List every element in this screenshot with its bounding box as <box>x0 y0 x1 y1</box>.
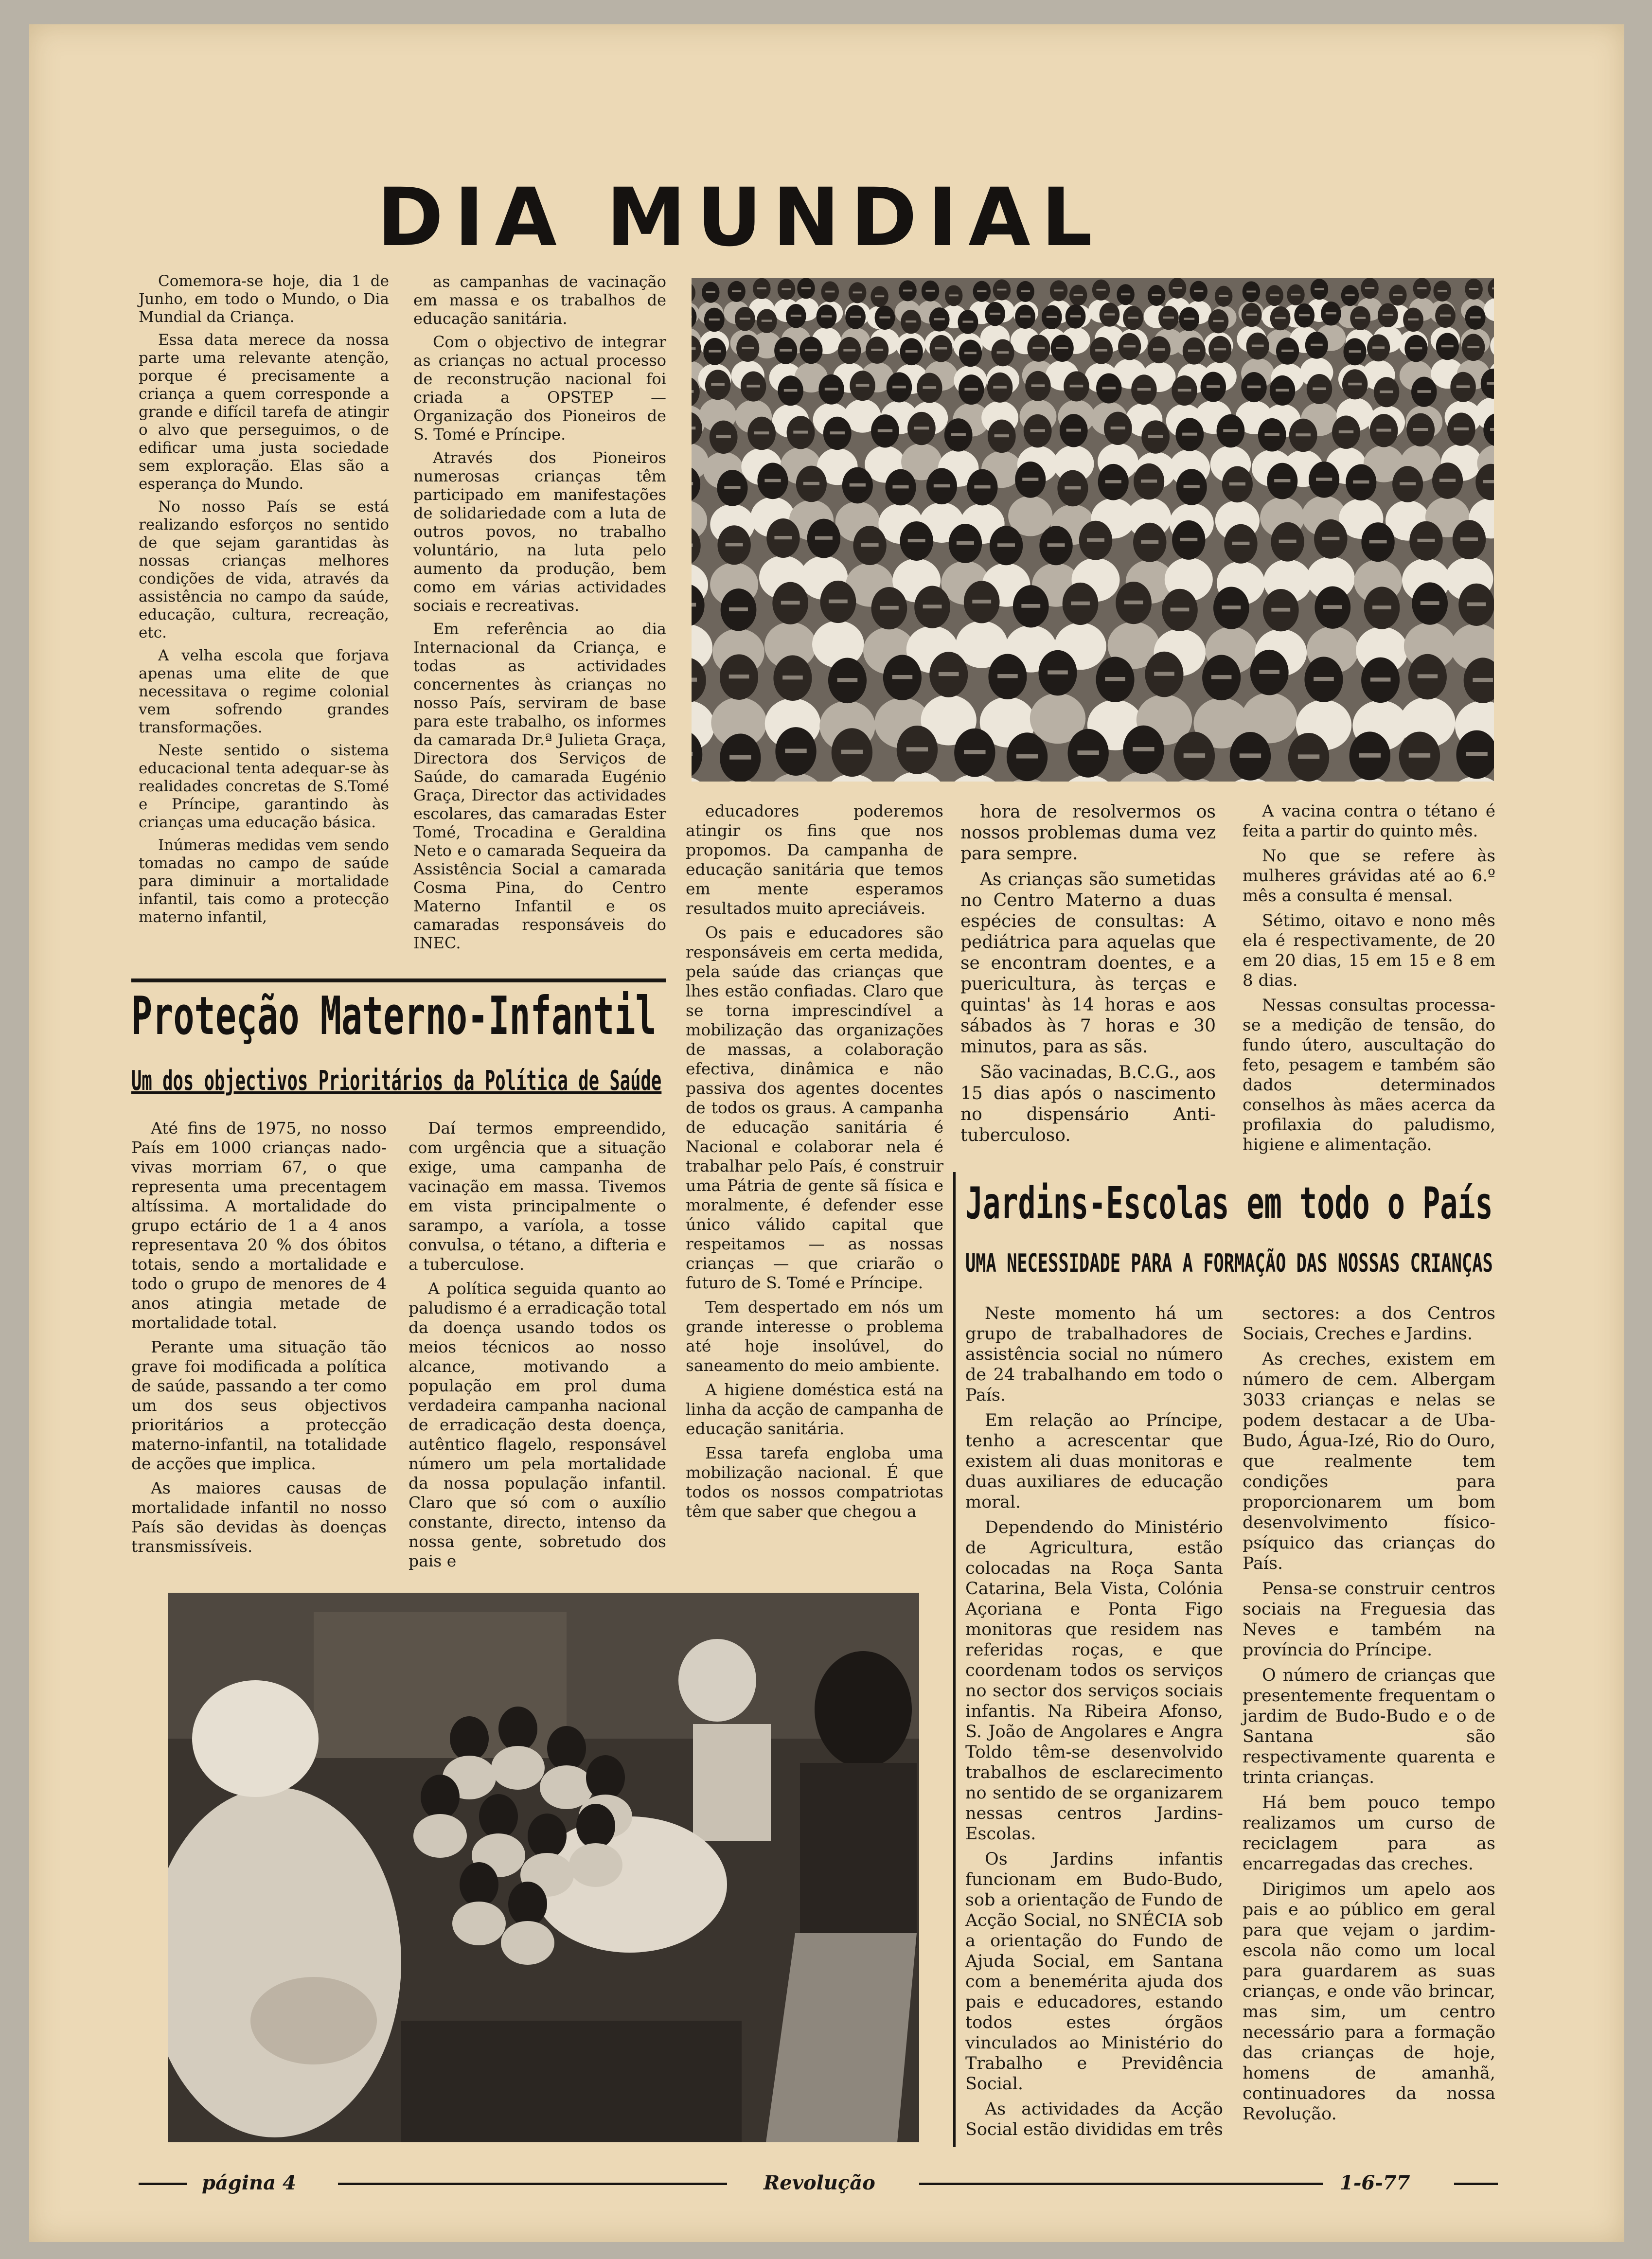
article-column-4 <box>960 801 1216 1151</box>
intro-col1-paragraph: Neste sentido o sistema educacional tenta adequar-se às realidades concretas de S.Tomé e Príncipe, garantindo às crianças uma educação básica. <box>139 742 389 831</box>
jardins-a-paragraph: Em relação ao Príncipe, tenho a acrescentar que existem ali duas monitoras e duas auxiliares de educação moral. <box>965 1411 1223 1512</box>
article-col5-paragraph: No que se refere às mulheres grávidas até ao 6.º mês a consulta é mensal. <box>1243 846 1495 906</box>
jardins-a-paragraph: Dependendo do Ministério de Agricultura, estão colocadas na Roça Santa Catarina, Bela Vista, Colónia Açoriana e Ponta Figo monitoras que residem nas referidas roças, e que coordenam todos os serviços no sector dos serviços sociais infantis. Na Ribeira Afonso, S. João de Angolares e Angra Toldo têm-se desenvolvido trabalhos de esclarecimento no sentido de se organizarem nessas centros Jardins-Escolas. <box>965 1518 1223 1844</box>
section-divider <box>131 978 666 982</box>
footer-rule <box>1454 2183 1498 2185</box>
intro-col2-paragraph: Em referência ao dia Internacional da Criança, e todas as actividades concernentes às crianças no nosso País, serviram de base para este trabalho, os informes da camarada Dr.ª Julieta Graça, Directora dos Serviços de Saúde, do camarada Eugénio Graça, Director das actividades escolares, das camaradas Ester Tomé, Trocadina e Geraldina Neto e o camarada Sequeira da Assistência Social a camarada Cosma Pina, do Centro Materno Infantil e os camaradas responsáveis do INEC. <box>413 620 666 952</box>
article-col3-paragraph: Tem despertado em nós um grande interesse o problema até hoje insolúvel, do saneamento do meio ambiente. <box>686 1298 943 1375</box>
jardins-b-paragraph: sectores: a dos Centros Sociais, Creches e Jardins. <box>1243 1304 1495 1344</box>
protecao-column-a <box>131 1119 387 1561</box>
footer-newspaper-name: Revolução <box>764 2171 875 2194</box>
jardins-b-paragraph: Dirigimos um apelo aos pais e ao público em geral para que vejam o jardim-escola não como um local para guardarem as suas crianças, e onde vão brincar, mas sim, um centro necessário para a formação das crianças de hoje, homens de amanhã, continuadores da nossa Revolução. <box>1243 1880 1495 2124</box>
protecao-a-paragraph: Perante uma situação tão grave foi modificada a política de saúde, passando a ter como um dos seus objectivos prioritários a protecção materno-infantil, na totalidade de acções que implica. <box>131 1337 387 1473</box>
article-col3-paragraph: educadores poderemos atingir os fins que nos propomos. Da campanha de educação sanitária que temos em mente esperamos resultados muito apreciáveis. <box>686 801 943 918</box>
intro-col1-paragraph: Comemora-se hoje, dia 1 de Junho, em todo o Mundo, o Dia Mundial da Criança. <box>139 272 389 326</box>
article-column-3 <box>686 801 943 1526</box>
footer-rule <box>338 2183 727 2185</box>
article-col3-paragraph: Os pais e educadores são responsáveis em certa medida, pela saúde das crianças que lhes estão confiadas. Claro que se torna imprescindível a mobilização das organizações de massas, a colaboração efectiva, dinâmica e não passiva dos agentes docentes de todos os graus. A campanha de educação sanitária é Nacional e colaborar nela é trabalhar pelo País, é construir uma Pátria de gente sã física e moralmente, é defender esse único válido capital que respeitamos — as nossas crianças — que criarão o futuro de S. Tomé e Príncipe. <box>686 923 943 1292</box>
article-col4-paragraph: hora de resolvermos os nossos problemas duma vez para sempre. <box>960 802 1216 864</box>
protecao-b-paragraph: A política seguida quanto ao paludismo é a erradicação total da doença usando todos os meios técnicos ao nosso alcance, motivando a população em prol duma verdadeira campanha nacional de erradicação desta doença, autêntico flagelo, responsável número um pela mortalidade da nossa população infantil. Claro que só com o auxílio constante, directo, intenso da nossa gente, sobretudo dos pais e <box>409 1279 666 1570</box>
jardins-a-paragraph: Neste momento há um grupo de trabalhadores de assistência social no número de 24 trabalhando em todo o País. <box>965 1304 1223 1405</box>
intro-column-1 <box>139 272 389 931</box>
jardins-b-paragraph: Há bem pouco tempo realizamos um curso de reciclagem para as encarregadas das creches. <box>1243 1793 1495 1874</box>
jardins-heading: Jardins-Escolas em todo o País <box>965 1178 1493 1229</box>
protecao-b-paragraph: Daí termos empreendido, com urgência que a situação exige, uma campanha de vacinação em massa. Tivemos em vista principalmente o sarampo, a varíola, a tosse convulsa, o tétano, a difteria e a tuberculose. <box>409 1119 666 1274</box>
children-crowd-illustration <box>692 278 1494 782</box>
jardins-b-paragraph: O número de crianças que presentemente frequentam o jardim de Budo-Budo e o de Santana são respectivamente quarenta e trinta crianças. <box>1243 1666 1495 1787</box>
protecao-a-paragraph: As maiores causas de mortalidade infantil no nosso País são devidas às doenças transmissíveis. <box>131 1478 387 1556</box>
article-col5-paragraph: A vacina contra o tétano é feita a partir do quinto mês. <box>1243 801 1495 841</box>
protecao-column-b <box>409 1119 666 1576</box>
article-col4-paragraph: As crianças são sumetidas no Centro Materno a duas espécies de consultas: A pediátrica para aquelas que se encontram doentes, e a puericultura, às terças e quintas' às 14 horas e aos sábados às 7 horas e 30 minutos, para as sãs. <box>960 870 1216 1057</box>
maternity-clinic-illustration <box>168 1593 919 2142</box>
masthead-title: DIA MUNDIAL <box>377 171 1103 264</box>
article-col5-paragraph: Nessas consultas processa-se a medição de tensão, do fundo útero, auscultação do feto, pesagem e também são dados determinados conselhos às mães acerca da profilaxia do paludismo, higiene e alimentação. <box>1243 996 1495 1155</box>
intro-column-2 <box>413 272 666 957</box>
jardins-b-paragraph: Pensa-se construir centros sociais na Freguesia das Neves e também na província do Príncipe. <box>1243 1579 1495 1660</box>
jardins-a-paragraph: As actividades da Acção Social estão divididas em três <box>965 2099 1223 2139</box>
protecao-subheading: Um dos objectivos Prioritários da Política de Saúde <box>131 1065 662 1097</box>
intro-col2-paragraph: Através dos Pioneiros numerosas crianças têm participado em manifestações de solidariedade com a luta de outros povos, no trabalho voluntário, na luta pelo aumento da produção, bem como em várias actividades sociais e recreativas. <box>413 448 666 615</box>
intro-col1-paragraph: No nosso País se está realizando esforços no sentido de que sejam garantidas às nossas crianças melhores condições de vida, através da assistência no campo da saúde, educação, cultura, recreação, etc. <box>139 498 389 641</box>
article-col5-paragraph: Sétimo, oitavo e nono mês ela é respectivamente, de 20 em 20 dias, 15 em 15 e 8 em 8 dias. <box>1243 911 1495 990</box>
protecao-heading: Proteção Materno-Infantil <box>131 986 657 1047</box>
column-rule <box>953 1172 956 2147</box>
intro-col1-paragraph: Inúmeras medidas vem sendo tomadas no campo de saúde para diminuir a mortalidade infantil, tais como a protecção materno infantil, <box>139 836 389 926</box>
article-col3-paragraph: Essa tarefa engloba uma mobilização nacional. É que todos os nossos compatriotas têm que saber que chegou a <box>686 1443 943 1521</box>
footer-rule <box>139 2183 187 2185</box>
jardins-b-paragraph: As creches, existem em número de cem. Albergam 3033 crianças e nelas se podem destacar a de Uba-Budo, Água-Izé, Rio do Ouro, que realmente tem condições para proporcionarem um bom desenvolvimento físico-psíquico das crianças do País. <box>1243 1350 1495 1573</box>
article-column-5 <box>1243 801 1495 1160</box>
children-crowd-photo <box>692 278 1494 782</box>
footer-date: 1-6-77 <box>1340 2171 1410 2194</box>
footer-page-number: página 4 <box>202 2171 296 2194</box>
maternity-clinic-photo <box>168 1593 919 2142</box>
intro-col2-paragraph: as campanhas de vacinação em massa e os trabalhos de educação sanitária. <box>413 272 666 328</box>
intro-col1-paragraph: A velha escola que forjava apenas uma elite de que necessitava o regime colonial vem sofrendo grandes transformações. <box>139 647 389 736</box>
footer-rule <box>919 2183 1323 2185</box>
jardins-subheading: UMA NECESSIDADE PARA A FORMAÇÃO DAS NOSSAS CRIANÇAS <box>965 1249 1493 1278</box>
article-col3-paragraph: A higiene doméstica está na linha da acção de campanha de educação sanitária. <box>686 1380 943 1438</box>
jardins-column-b <box>1243 1303 1495 2129</box>
jardins-a-paragraph: Os Jardins infantis funcionam em Budo-Budo, sob a orientação de Fundo de Acção Social, no SNÉCIA sob a orientação do Fundo de Ajuda Social, em Santana com a benemérita ajuda dos pais e educadores, estando todos estes órgãos vinculados ao Ministério do Trabalho e Previdência Social. <box>965 1850 1223 2094</box>
intro-col2-paragraph: Com o objectivo de integrar as crianças no actual processo de reconstrução nacional foi criada a OPSTEP — Organização dos Pioneiros de S. Tomé e Príncipe. <box>413 333 666 444</box>
intro-col1-paragraph: Essa data merece da nossa parte uma relevante atenção, porque é precisamente a criança a quem corresponde a grande e difícil tarefa de atingir o alvo que perseguimos, o de edificar uma justa sociedade sem exploração. Elas são a esperança do Mundo. <box>139 331 389 493</box>
protecao-a-paragraph: Até fins de 1975, no nosso País em 1000 crianças nado-vivas morriam 67, o que representa uma precentagem altíssima. A mortalidade do grupo ectário de 1 a 4 anos representava 20 % dos óbitos totais, sendo a mortalidade e todo o grupo de menores de 4 anos atingia metade de mortalidade total. <box>131 1119 387 1332</box>
jardins-column-a <box>965 1303 1223 2145</box>
article-col4-paragraph: São vacinadas, B.C.G., aos 15 dias após o nascimento no dispensário Anti-tuberculoso. <box>960 1063 1216 1145</box>
